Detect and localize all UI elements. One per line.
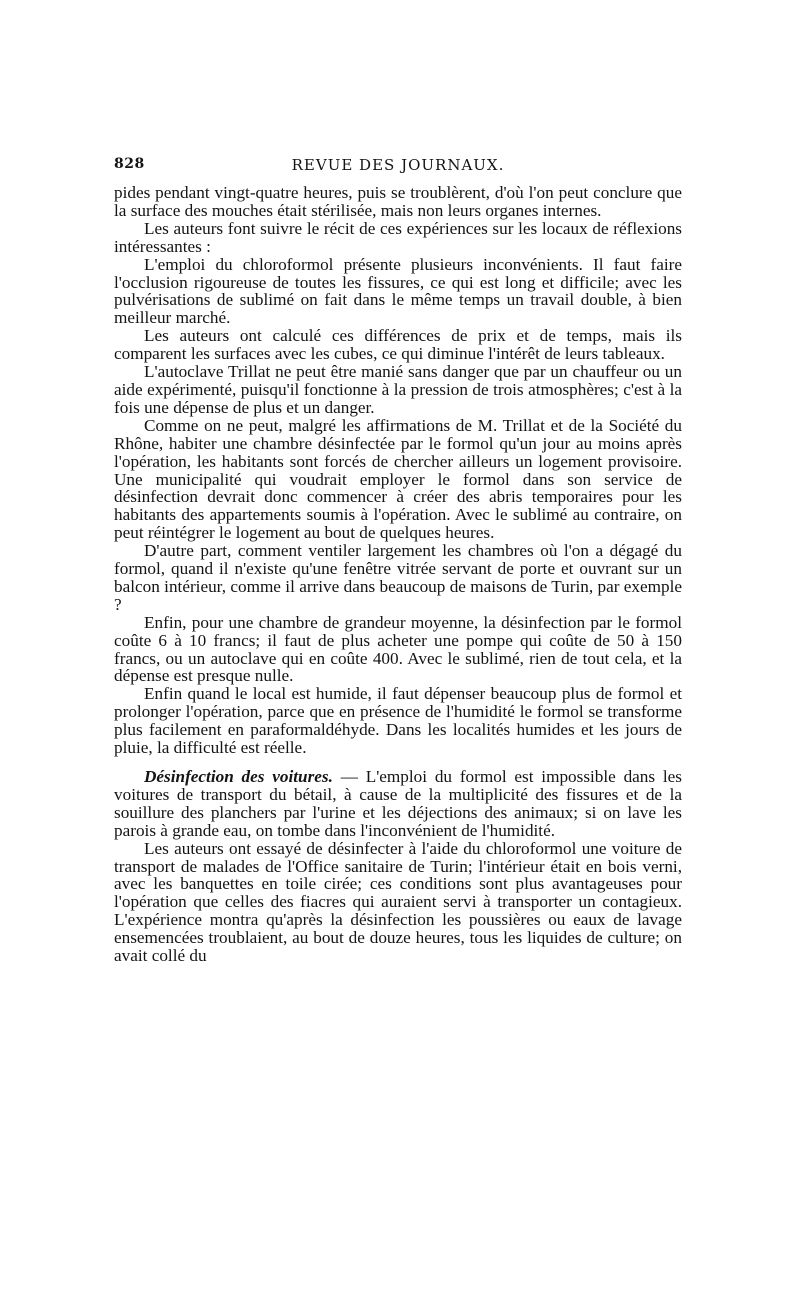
paragraph-10 [114, 768, 682, 840]
section-title: Désinfection des voitures. [144, 767, 333, 786]
paragraph-7: D'autre part, comment ventiler largement les chambres où l'on a dégagé du formol, quand il n'existe qu'une fenêtre vitrée servant de porte et ouvrant sur un balcon intérieur, comme il arrive dans beaucoup de maisons de Turin, par exemple ? [114, 541, 682, 614]
paragraph-3: L'emploi du chloroformol présente plusieurs inconvénients. Il faut faire l'occlusion rigoureuse de toutes les fissures, ce qui est long et difficile; avec les pulvérisations de sublimé on fait dans le même temps un travail double, à bien meilleur marché. [114, 254, 682, 328]
section-text: — L'emploi du formol est impossible dans les voitures de transport du bétail, à cause de la multiplicité des fissures et de la souillure des planchers par l'urine et les déjections des animaux; si on lave les parois à grande eau, on tombe dans l'inconvénient de l'humidité. [114, 767, 682, 840]
paragraph-4: Les auteurs ont calculé ces différences de prix et de temps, mais ils comparent les surfaces avec les cubes, ce qui diminue l'intérêt de leurs tableaux. [114, 326, 682, 364]
paragraph-6: Comme on ne peut, malgré les affirmations de M. Trillat et de la Société du Rhône, habiter une chambre désinfectée par le formol qu'un jour au moins après l'opération, les habitants sont forcés de chercher ailleurs un logement provisoire. Une municipalité qui voudrait employer le formol dans son service de désinfection devrait donc commencer à créer des abris temporaires pour les habitants des appartements soumis à l'opération. Avec le sublimé au contraire, on peut réintégrer le logement au bout de quelques heures. [114, 415, 682, 543]
journal-page [114, 150, 682, 965]
journal-title: REVUE DES JOURNAUX. [291, 156, 505, 174]
article-body [114, 184, 682, 965]
page-number: 828 [114, 156, 145, 172]
running-head [114, 150, 682, 180]
paragraph-9: Enfin quand le local est humide, il faut dépenser beaucoup plus de formol et prolonger l'opération, parce que en présence de l'humidité le formol se transforme plus facilement en paraformaldéhyde. Dans les localités humides et les jours de pluie, la difficulté est réelle. [114, 684, 682, 758]
paragraph-11: Les auteurs ont essayé de désinfecter à l'aide du chloroformol une voiture de transport de malades de l'Office sanitaire de Turin; l'intérieur était en bois verni, avec les banquettes en toile cirée; ces conditions sont plus avantageuses pour l'opération que celles des fiacres qui auraient servi à transporter un contagieux. L'expérience montra qu'après la désinfection les poussières ou eaux de lavage ensemencées troublaient, au bout de douze heures, tous les liquides de culture; on avait collé du [114, 838, 682, 966]
paragraph-1: pides pendant vingt-quatre heures, puis se troublèrent, d'où l'on peut conclure que la surface des mouches était stérilisée, mais non leurs organes internes. [114, 183, 682, 220]
paragraph-2: Les auteurs font suivre le récit de ces expériences sur les locaux de réflexions intéressantes : [114, 218, 682, 256]
paragraph-8: Enfin, pour une chambre de grandeur moyenne, la désinfection par le formol coûte 6 à 10 francs; il faut de plus acheter une pompe qui coûte de 50 à 150 francs, ou un autoclave qui en coûte 400. Avec le sublimé, rien de tout cela, et la dépense est presque nulle. [114, 612, 682, 686]
paragraph-5: L'autoclave Trillat ne peut être manié sans danger que par un chauffeur ou un aide expérimenté, puisqu'il fonctionne à la pression de trois atmosphères; c'est à la fois une dépense de plus et un danger. [114, 362, 682, 417]
